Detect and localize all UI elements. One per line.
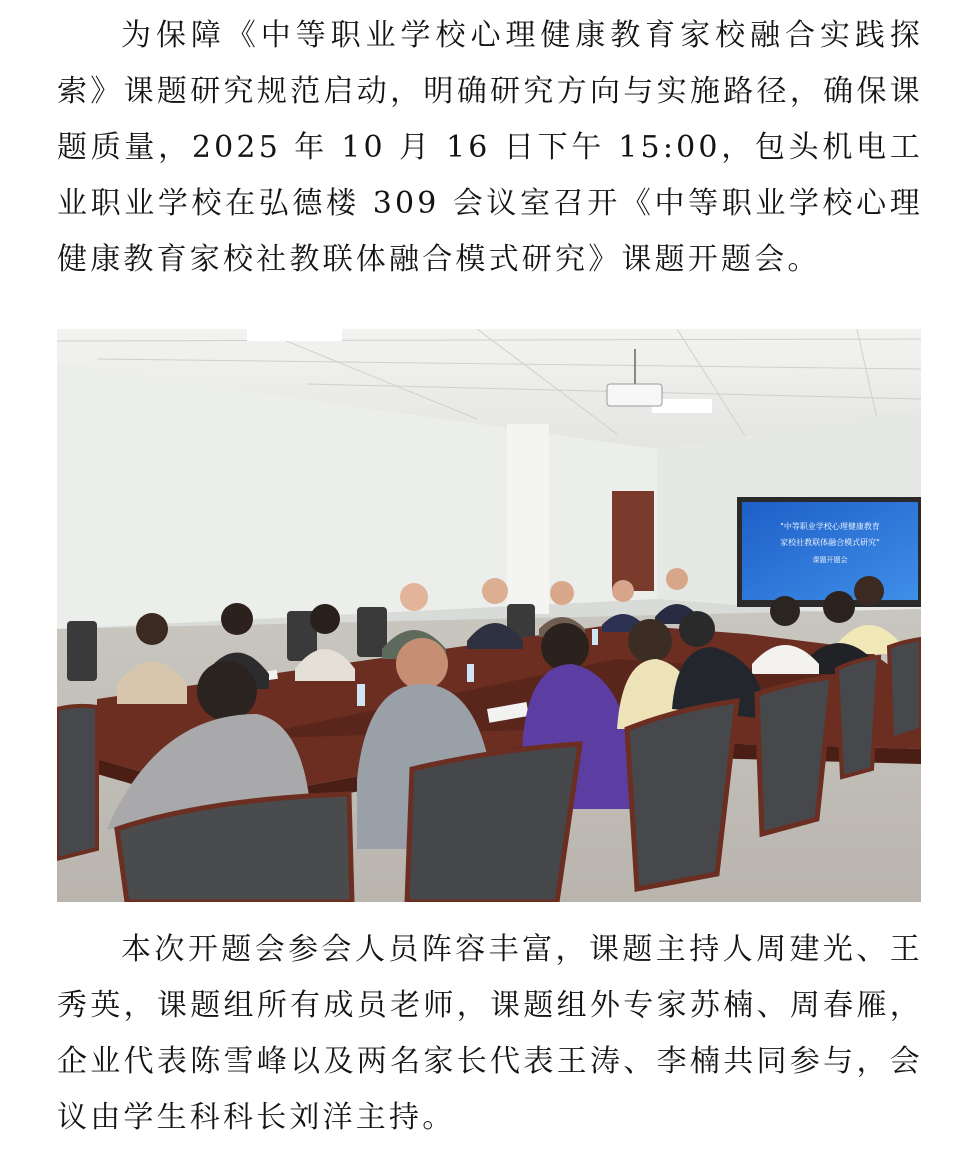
- attendees-paragraph: 本次开题会参会人员阵容丰富，课题主持人周建光、王秀英，课题组所有成员老师，课题组外专家苏楠、周春雁，企业代表陈雪峰以及两名家长代表王涛、李楠共同参与，会议由学生科科长刘洋主持。: [57, 932, 923, 1135]
- door: [612, 491, 654, 591]
- screen-text-3: 课题开题会: [812, 556, 848, 564]
- screen-text-2: 家校社教联体融合模式研究": [780, 538, 880, 547]
- screen-text-1: "中等职业学校心理健康教育: [780, 522, 880, 531]
- meeting-photo: [57, 329, 921, 902]
- projector: [607, 384, 662, 406]
- intro-paragraph: 为保障《中等职业学校心理健康教育家校融合实践探索》课题研究规范启动，明确研究方向与实施路径，确保课题质量，2025 年 10 月 16 日下午 15:00，包头机电工业职业学校在弘德楼 309 会议室召开《中等职业学校心理健康教育家校社教联体融合模式研究》课题开题会。: [57, 18, 923, 277]
